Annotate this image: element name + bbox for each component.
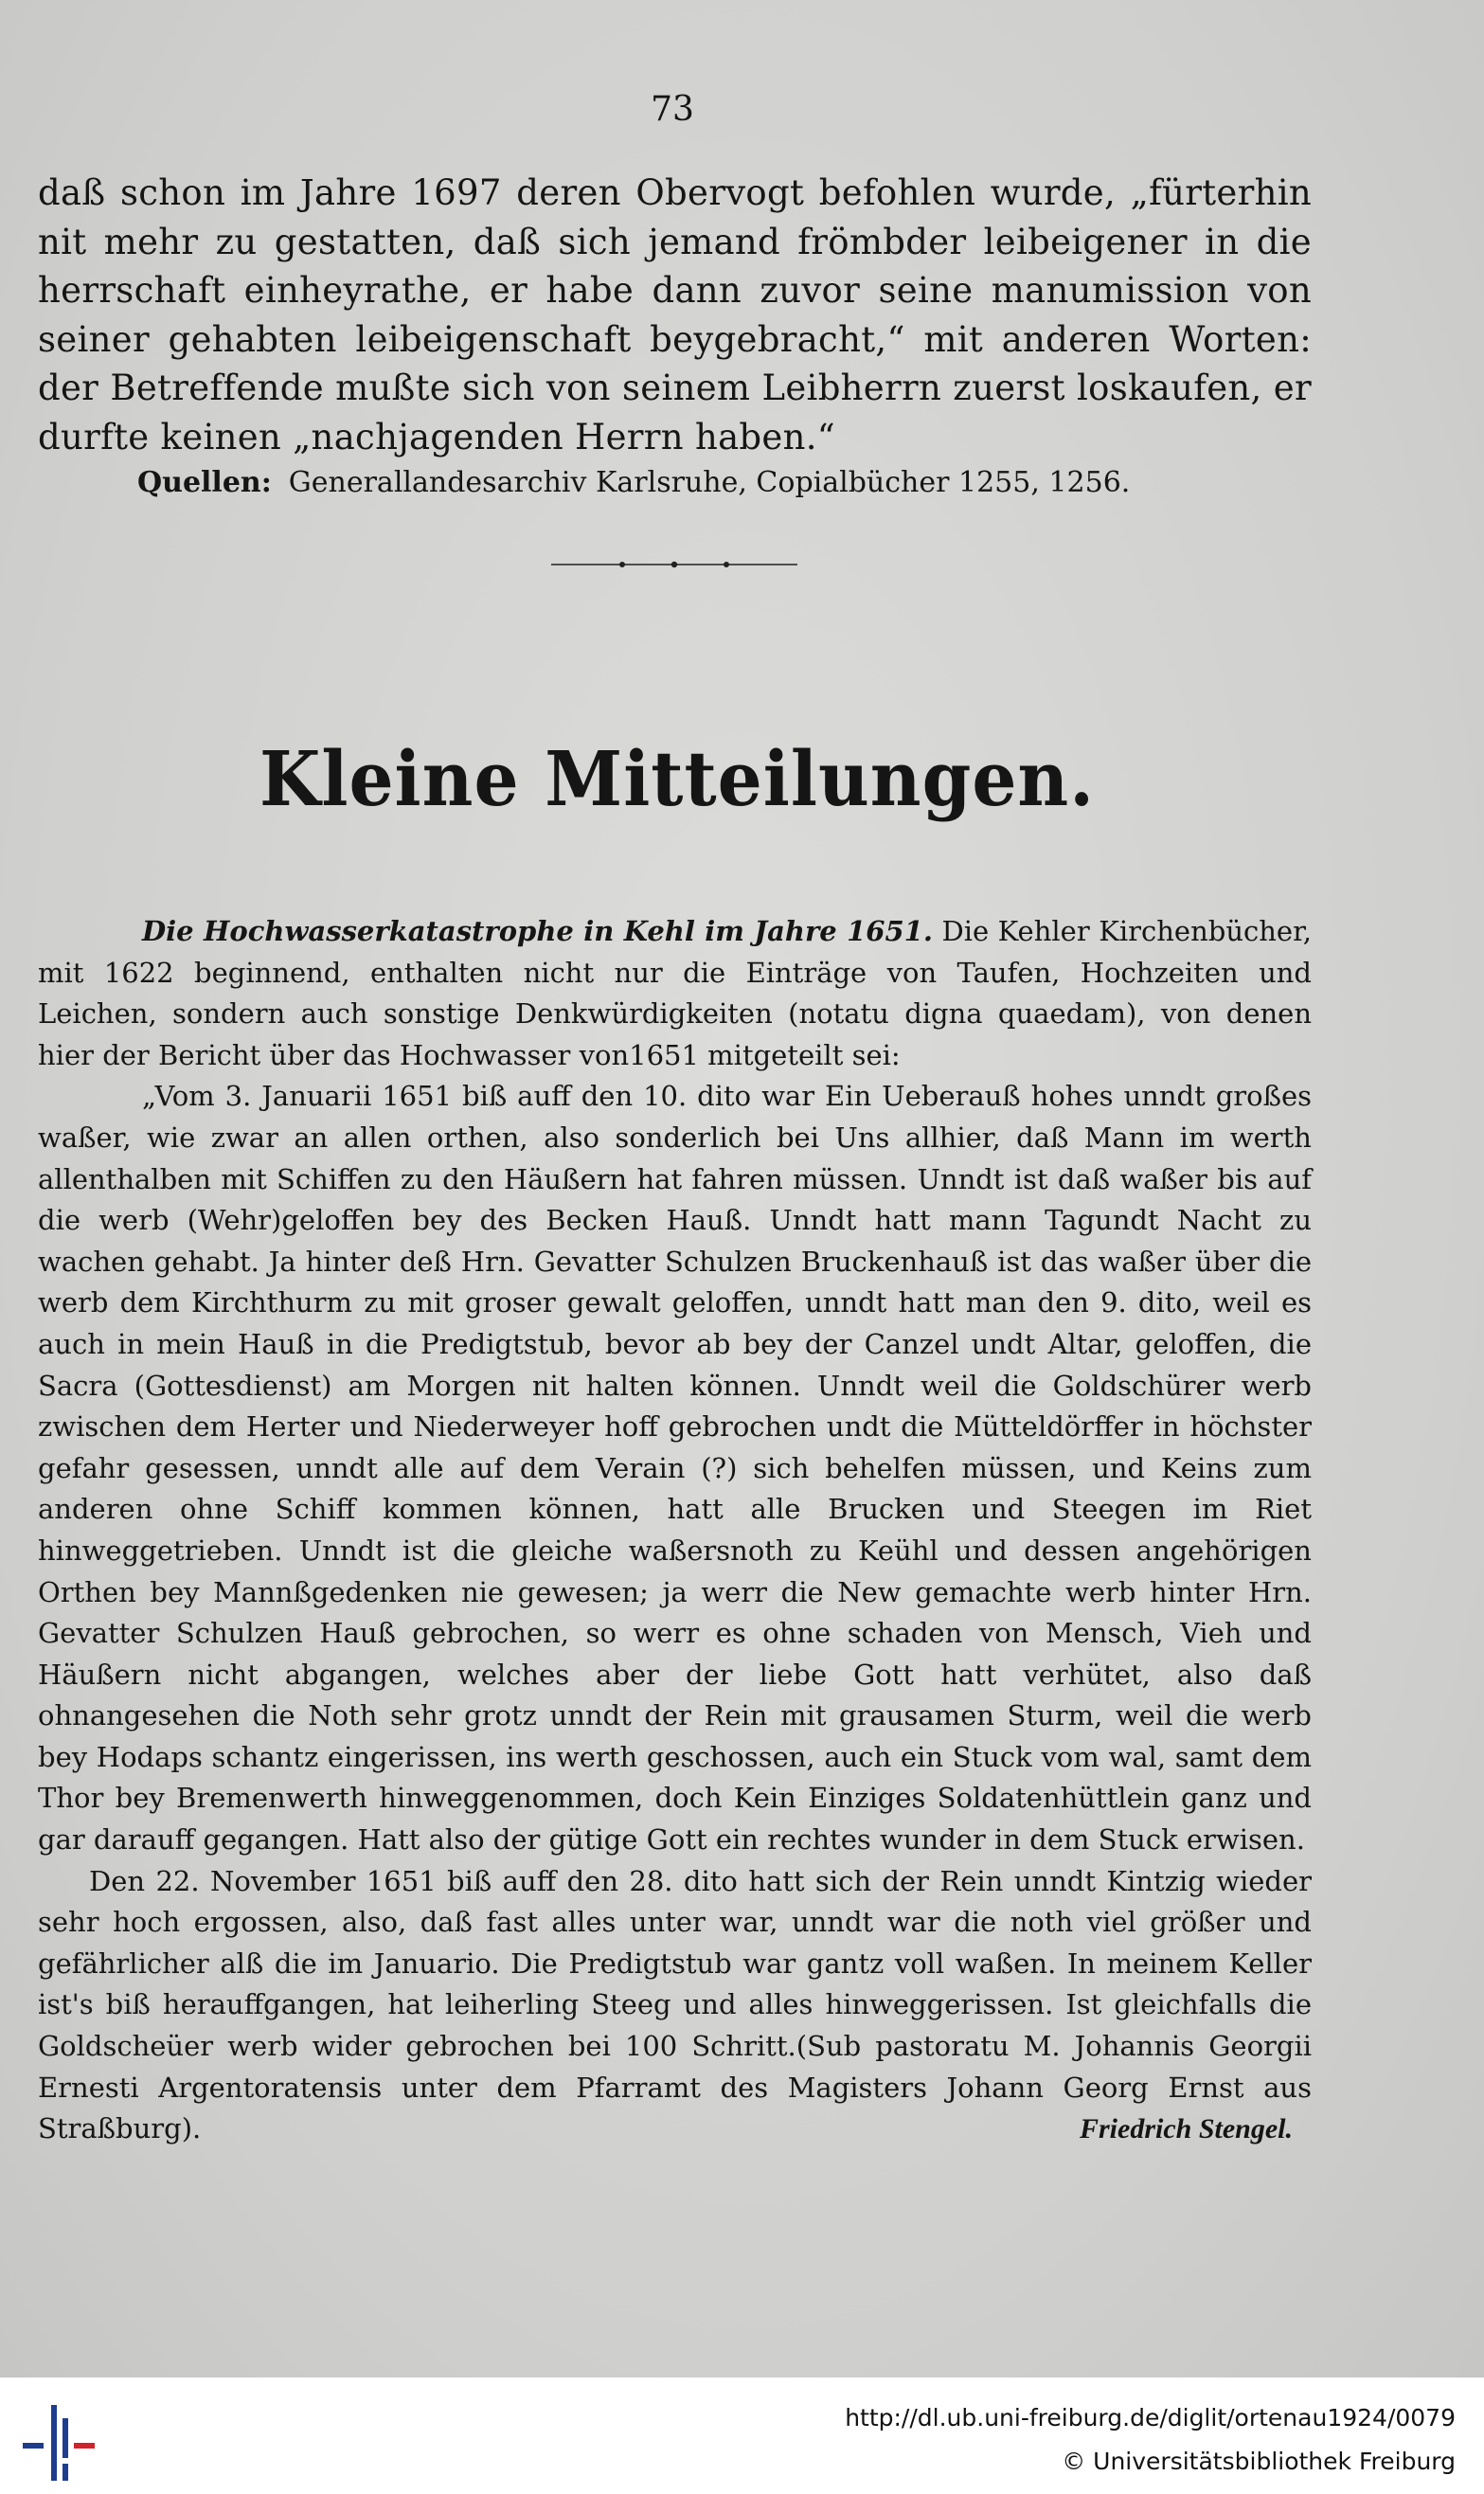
article xyxy=(38,911,1312,2150)
author-signature: Friedrich Stengel. xyxy=(1079,2113,1293,2145)
sources-text: Generallandesarchiv Karlsruhe, Copialbücher 1255, 1256. xyxy=(288,466,1131,499)
sources-label: Quellen: xyxy=(137,466,272,499)
footer-url-link[interactable]: http://dl.ub.uni-freiburg.de/diglit/ortenau1924/0079 xyxy=(845,2404,1456,2431)
article-intro-paragraph xyxy=(38,911,1312,1076)
footer-copyright: © Universitätsbibliothek Freiburg xyxy=(1062,2448,1456,2475)
page-number: 73 xyxy=(651,90,694,129)
article-intro: Die Kehler Kirchenbücher, mit 1622 beginnend, enthalten nicht nur die Einträge von Taufen, Hochzeiten und Leichen, sondern auch sonstige Denkwürdigkeiten (notatu digna quaedam), von denen hier der Bericht über das Hochwasser von1651 mitgeteilt sei: xyxy=(38,915,1312,1071)
article-second-text: Den 22. November 1651 biß auff den 28. dito hatt sich der Rein unndt Kintzig wieder sehr hoch ergossen, also, daß fast alles unter war, unndt war die noth viel größer und gefährlicher alß die im Januario. Die Predigtstub war gantz voll waßen. In meinem Keller ist's biß herauffgangen, hat leiherling Steeg und alles hinweggerissen. Ist gleichfalls die Goldscheüer werb wider gebrochen bei 100 Schritt.(Sub pastoratu M. Johannis Georgii Ernesti Argentoratensis unter dem Pfarramt des Magisters Johann Georg Ernst aus Straßburg). xyxy=(38,1864,1312,2145)
ub-freiburg-logo-icon xyxy=(19,2401,104,2486)
article-second-paragraph xyxy=(38,1861,1312,2150)
article-title: Die Hochwasserkatastrophe in Kehl im Jahre 1651. xyxy=(142,915,933,947)
ornament-divider xyxy=(551,561,797,568)
continuation-paragraph xyxy=(38,169,1312,461)
article-quote: „Vom 3. Januarii 1651 biß auff den 10. dito war Ein Ueberauß hohes unndt großes waßer, wie zwar an allen orthen, also sonderlich bei Uns allhier, daß Mann im werth allenthalben mit Schiffen zu den Häußern hat fahren müssen. Unndt ist daß waßer bis auf die werb (Wehr)geloffen bey des Becken Hauß. Unndt hatt mann Tagundt Nacht zu wachen gehabt. Ja hinter deß Hrn. Gevatter Schulzen Bruckenhauß ist das waßer über die werb dem Kirchthurm zu mit groser gewalt geloffen, unndt hatt man den 9. dito, weil es auch in mein Hauß in die Predigtstub, bevor ab bey der Canzel undt Altar, geloffen, die Sacra (Gottesdienst) am Morgen nit halten können. Unndt weil die Goldschürer werb zwischen dem Herter und Niederweyer hoff gebrochen undt die Mütteldörffer in höchster gefahr gesessen, unndt alle auf dem Verain (?) sich behelfen müssen, und Keins zum anderen ohne Schiff kommen können, hatt alle Brucken und Steegen im Riet hinweggetrieben. Unndt ist die gleiche waßersnoth zu Keühl und dessen angehörigen Orthen bey Mannßgedenken nie gewesen; ja werr die New gemachte werb hinter Hrn. Gevatter Schulzen Hauß gebrochen, so werr es ohne schaden von Mensch, Vieh und Häußern nicht abgangen, welches aber der liebe Gott hatt verhütet, also daß ohnangesehen die Noth sehr grotz unndt der Rein mit grausamen Sturm, weil die werb bey Hodaps schantz eingerissen, ins werth geschossen, auch ein Stuck vom wal, samt dem Thor bey Bremenwerth hinweggenommen, doch Kein Einziges Soldatenhüttlein ganz und gar darauff gegangen. Hatt also der gütige Gott ein rechtes wunder in dem Stuck erwisen. xyxy=(38,1080,1312,1857)
section-heading: Kleine Mitteilungen. xyxy=(259,735,1095,824)
continuation-text: daß schon im Jahre 1697 deren Obervogt befohlen wurde, „fürterhin nit mehr zu gestatten, daß sich jemand frömbder leibeigener in die herrschaft einheyrathe, er habe dann zuvor seine manumission von seiner gehabten leibeigenschaft beygebracht,“ mit anderen Worten: der Betreffende mußte sich von seinem Leibherrn zuerst loskaufen, er durfte keinen „nachjagenden Herrn haben.“ xyxy=(38,172,1312,458)
footer-bar xyxy=(0,2377,1484,2494)
sources-line xyxy=(137,466,1274,499)
